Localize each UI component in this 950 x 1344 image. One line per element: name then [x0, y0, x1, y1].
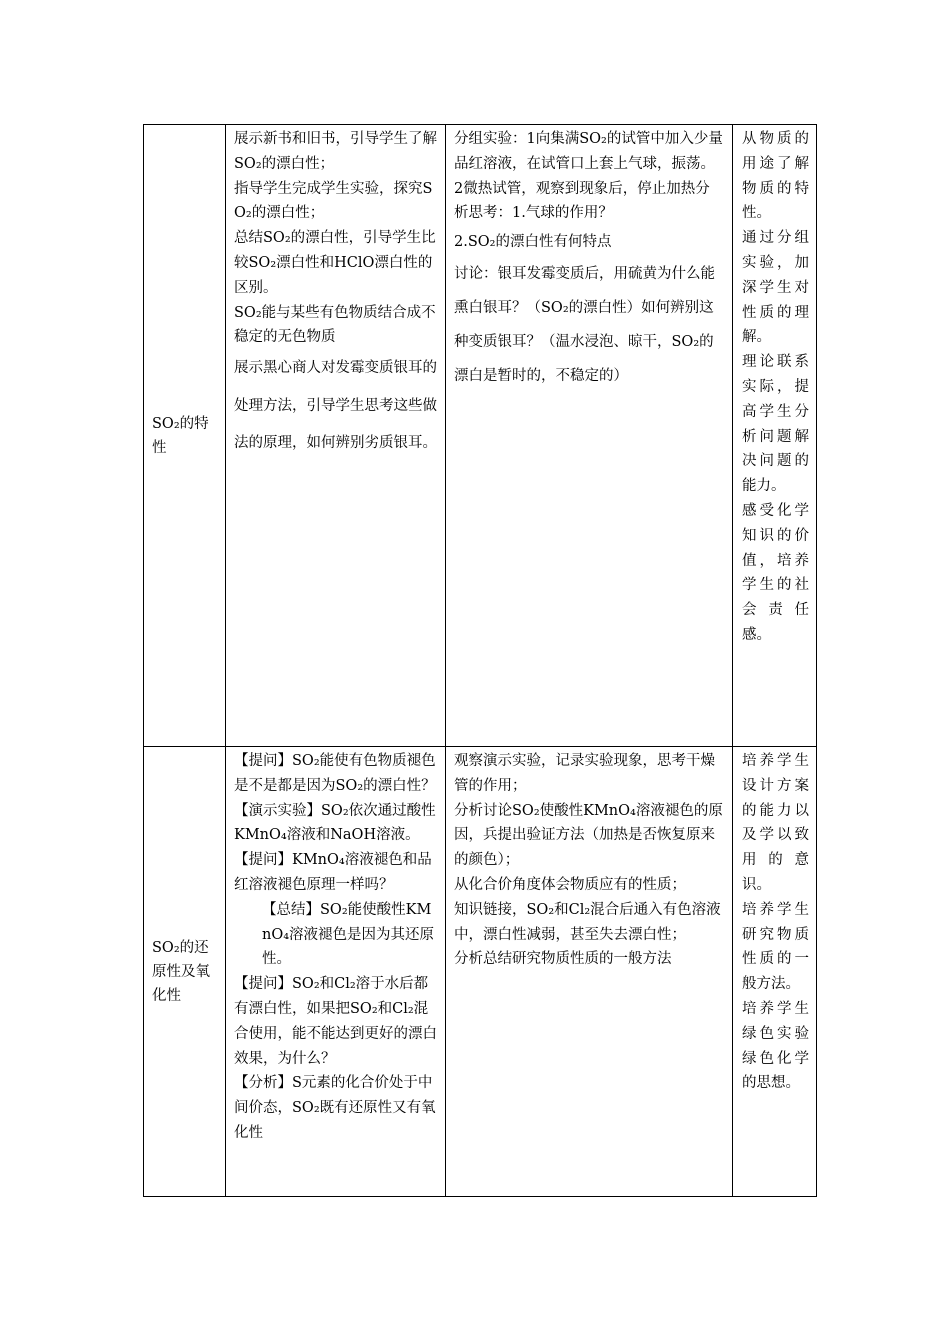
paragraph: 【提问】SO₂能使有色物质褪色是不是都是因为SO₂的漂白性？ [234, 753, 436, 794]
topic-cell [144, 747, 226, 1197]
student-activity-cell [446, 747, 733, 1197]
paragraph: 理论联系实际，提高学生分析问题解决问题的能力。 [742, 354, 809, 495]
paragraph: 知识链接，SO₂和Cl₂混合后通入有色溶液中，漂白性减弱，甚至失去漂白性； [454, 901, 721, 943]
table-row [144, 747, 817, 1197]
paragraph: 【演示实验】SO₂依次通过酸性KMnO₄溶液和NaOH溶液。 [234, 802, 436, 844]
paragraph: 【分析】S元素的化合价处于中间价态，SO₂既有还原性又有氧化性 [234, 1075, 436, 1141]
paragraph: 培养学生设计方案的能力以及学以致用的意识。 [742, 753, 809, 893]
paragraph: 培养学生绿色实验绿色化学的思想。 [742, 1000, 809, 1092]
topic-text: SO₂的特性 [152, 415, 209, 456]
paragraph: 观察演示实验，记录实验现象，思考干燥管的作用； [454, 753, 715, 794]
paragraph: 讨论：银耳发霉变质后，用硫黄为什么能熏白银耳？（SO₂的漂白性）如何辨别这种变质银耳？（温水浸泡、晾干，SO₂的漂白是暂时的，不稳定的） [454, 265, 715, 384]
topic-cell [144, 125, 226, 747]
paragraph: 2微热试管，观察到现象后，停止加热分析思考：1.气球的作用？ [454, 180, 710, 222]
paragraph: 总结SO₂的漂白性，引导学生比较SO₂漂白性和HClO漂白性的区别。 [234, 230, 436, 296]
design-intent-cell [733, 125, 817, 747]
paragraph: 指导学生完成学生实验，探究SO₂的漂白性； [234, 180, 433, 222]
lesson-plan-table [143, 124, 817, 1197]
paragraph: 【总结】SO₂能使酸性KMnO₄溶液褪色是因为其还原性。 [262, 901, 435, 968]
paragraph: 从化合价角度体会物质应有的性质； [454, 876, 686, 893]
paragraph: 分组实验：1向集满SO₂的试管中加入少量品红溶液，在试管口上套上气球，振荡。 [454, 131, 723, 172]
paragraph: 分析总结研究物质性质的一般方法 [454, 951, 672, 968]
paragraph: 感受化学知识的价值，培养学生的社会责任感。 [742, 502, 809, 643]
paragraph: 【提问】KMnO₄溶液褪色和品红溶液褪色原理一样吗？ [234, 852, 432, 893]
teacher-activity-cell [226, 125, 446, 747]
paragraph: 展示新书和旧书，引导学生了解SO₂的漂白性； [234, 131, 437, 172]
paragraph: 展示黑心商人对发霉变质银耳的处理方法，引导学生思考这些做法的原理，如何辨别劣质银耳。 [234, 360, 437, 452]
paragraph: SO₂能与某些有色物质结合成不稳定的无色物质 [234, 304, 436, 346]
paragraph: 2.SO₂的漂白性有何特点 [454, 234, 612, 251]
teacher-activity-cell [226, 747, 446, 1197]
paragraph: 通过分组实验，加深学生对性质的理解。 [742, 230, 809, 346]
student-activity-cell [446, 125, 733, 747]
paragraph: 从物质的用途了解物质的特性。 [742, 131, 809, 222]
paragraph: 培养学生研究物质性质的一般方法。 [742, 901, 809, 993]
paragraph: 【提问】SO₂和Cl₂溶于水后都有漂白性，如果把SO₂和Cl₂混合使用，能不能达到更好的漂白效果，为什么？ [234, 976, 437, 1067]
table-row [144, 125, 817, 747]
paragraph: 分析讨论SO₂使酸性KMnO₄溶液褪色的原因，兵提出验证方法（加热是否恢复原来的颜色）； [454, 802, 723, 869]
topic-text: SO₂的还原性及氧化性 [152, 939, 210, 1004]
design-intent-cell [733, 747, 817, 1197]
